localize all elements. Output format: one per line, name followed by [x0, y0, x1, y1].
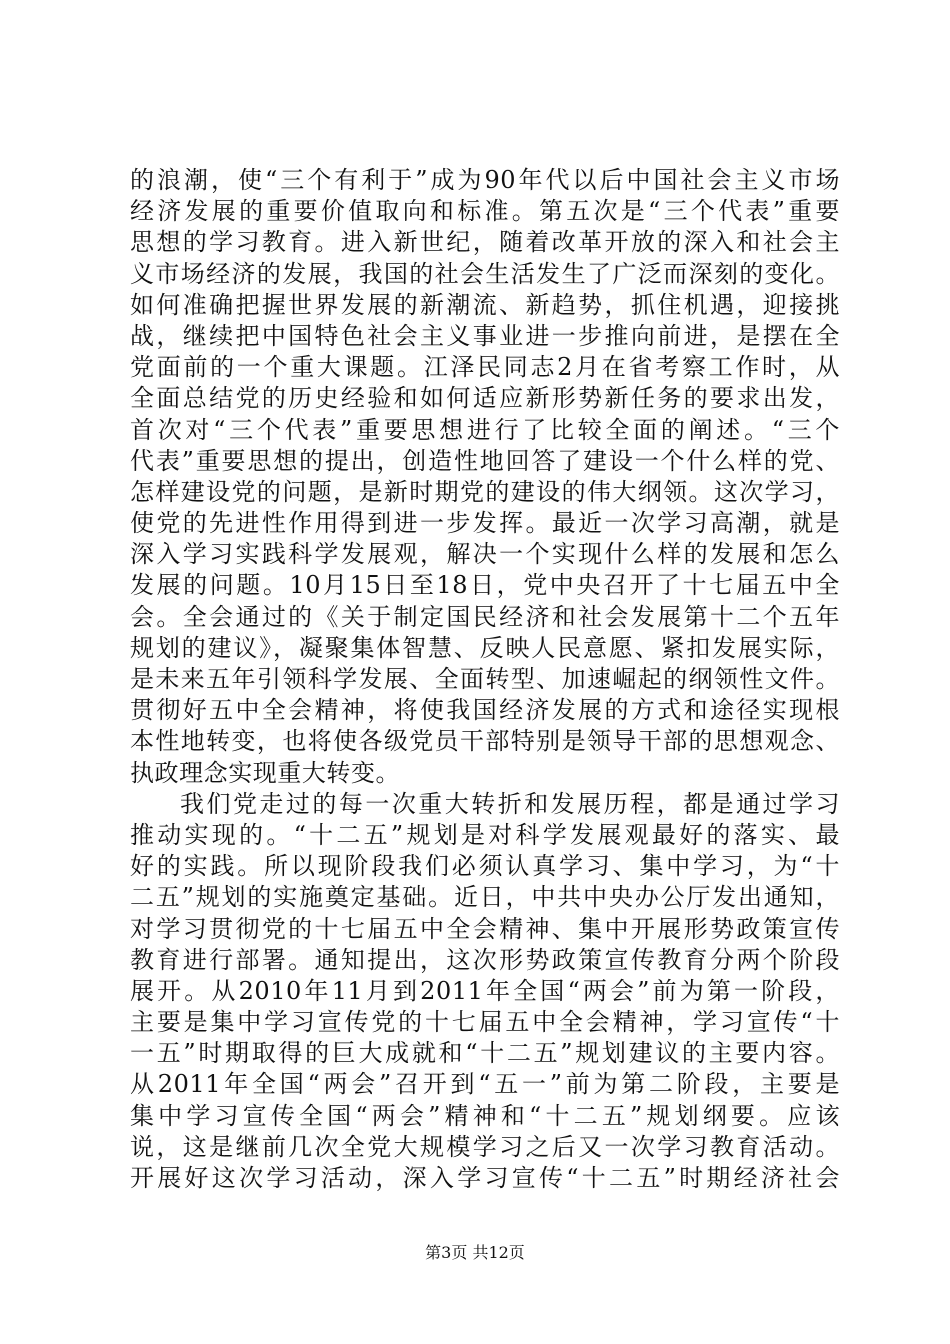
text-line: 深入学习实践科学发展观，解决一个实现什么样的发展和怎么	[130, 540, 840, 569]
paragraph-2	[130, 789, 840, 1194]
text-line: 怎样建设党的问题，是新时期党的建设的伟大纲领。这次学习，	[130, 477, 840, 506]
text-line: 如何准确把握世界发展的新潮流、新趋势，抓住机遇，迎接挑	[130, 290, 840, 319]
text-line: 我们党走过的每一次重大转折和发展历程，都是通过学习	[180, 789, 840, 818]
text-line: 经济发展的重要价值取向和标准。第五次是“三个代表”重要	[130, 197, 840, 226]
text-line: 对学习贯彻党的十七届五中全会精神、集中开展形势政策宣传	[130, 914, 840, 943]
text-line: 战，继续把中国特色社会主义事业进一步推向前进，是摆在全	[130, 321, 840, 350]
text-line: 开展好这次学习活动，深入学习宣传“十二五”时期经济社会	[130, 1164, 840, 1192]
text-line: 代表”重要思想的提出，创造性地回答了建设一个什么样的党、	[130, 446, 840, 475]
text-line: 执政理念实现重大转变。	[130, 758, 401, 787]
body-text	[130, 165, 840, 1194]
text-line: 教育进行部署。通知提出，这次形势政策宣传教育分两个阶段	[130, 945, 840, 974]
text-line: 好的实践。所以现阶段我们必须认真学习、集中学习，为“十	[130, 852, 840, 881]
text-line: 贯彻好五中全会精神，将使我国经济发展的方式和途径实现根	[130, 696, 840, 725]
text-line: 是未来五年引领科学发展、全面转型、加速崛起的纲领性文件。	[130, 665, 840, 693]
text-line: 义市场经济的发展，我国的社会生活发生了广泛而深刻的变化。	[130, 259, 840, 288]
text-line: 从2011年全国“两会”召开到“五一”前为第二阶段，主要是	[130, 1070, 840, 1099]
text-line: 发展的问题。10月15日至18日，党中央召开了十七届五中全	[130, 571, 840, 600]
text-line: 思想的学习教育。进入新世纪，随着改革开放的深入和社会主	[130, 228, 840, 257]
paragraph-1	[130, 165, 840, 789]
text-line: 首次对“三个代表”重要思想进行了比较全面的阐述。“三个	[130, 415, 840, 444]
text-line: 本性地转变，也将使各级党员干部特别是领导干部的思想观念、	[130, 727, 840, 756]
text-line: 的浪潮，使“三个有利于”成为90年代以后中国社会主义市场	[130, 166, 840, 194]
text-line: 一五”时期取得的巨大成就和“十二五”规划建议的主要内容。	[130, 1039, 840, 1068]
text-line: 规划的建议》，凝聚集体智慧、反映人民意愿、紧扣发展实际，	[130, 633, 840, 662]
text-line: 主要是集中学习宣传党的十七届五中全会精神，学习宣传“十	[130, 1008, 840, 1037]
text-line: 党面前的一个重大课题。江泽民同志2月在省考察工作时，从	[130, 353, 840, 382]
text-line: 全面总结党的历史经验和如何适应新形势新任务的要求出发，	[130, 384, 840, 413]
text-line: 展开。从2010年11月到2011年全国“两会”前为第一阶段，	[130, 976, 840, 1005]
text-line: 说，这是继前几次全党大规模学习之后又一次学习教育活动。	[130, 1132, 840, 1161]
page-number-footer: 第3页 共12页	[425, 1243, 525, 1262]
text-line: 使党的先进性作用得到进一步发挥。最近一次学习高潮，就是	[130, 509, 840, 538]
text-line: 推动实现的。“十二五”规划是对科学发展观最好的落实、最	[130, 820, 840, 849]
text-line: 集中学习宣传全国“两会”精神和“十二五”规划纲要。应该	[130, 1101, 840, 1130]
text-line: 二五”规划的实施奠定基础。近日，中共中央办公厅发出通知，	[130, 883, 840, 912]
text-line: 会。全会通过的《关于制定国民经济和社会发展第十二个五年	[130, 602, 840, 631]
